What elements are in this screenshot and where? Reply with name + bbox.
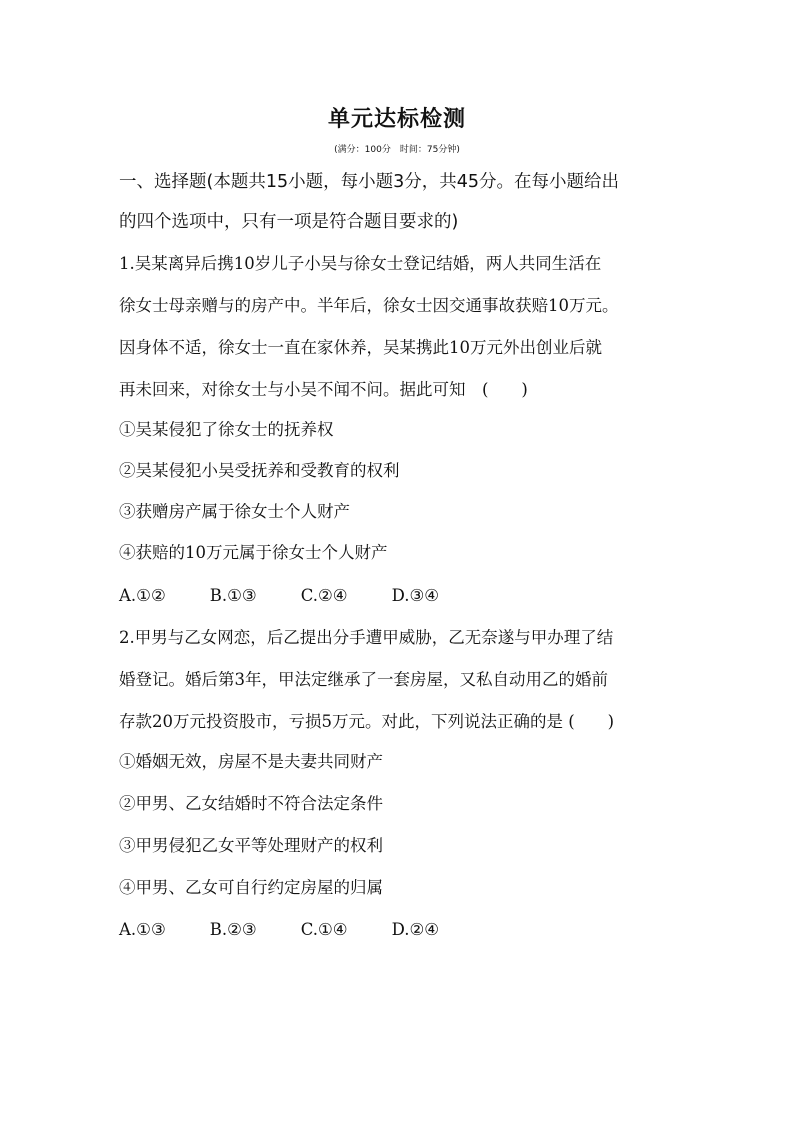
question-1-options [119, 586, 483, 606]
question-2-stem-line-3: 存款20万元投资股市，亏损5万元。对此，下列说法正确的是 ( ) [119, 712, 615, 731]
question-1-option-a[interactable]: A.①② [119, 586, 166, 605]
question-1-option-b[interactable]: B.①③ [209, 586, 257, 605]
question-1-stem-line-2: 徐女士母亲赠与的房产中。半年后，徐女士因交通事故获赔10万元。 [119, 296, 619, 315]
section-heading-line-2: 的四个选项中，只有一项是符合题目要求的) [119, 212, 459, 232]
question-2-option-a[interactable]: A.①③ [119, 920, 166, 939]
question-1-item-4: ④获赔的10万元属于徐女士个人财产 [119, 543, 388, 562]
question-2-item-4: ④甲男、乙女可自行约定房屋的归属 [119, 878, 383, 897]
page-title: 单元达标检测 [327, 107, 466, 132]
question-1-option-c[interactable]: C.②④ [300, 586, 348, 605]
question-1-item-3: ③获赠房产属于徐女士个人财产 [119, 502, 350, 521]
question-2-stem-line-1: 2.甲男与乙女网恋，后乙提出分手遭甲威胁，乙无奈遂与甲办理了结 [119, 628, 614, 647]
question-2-stem-line-2: 婚登记。婚后第3年，甲法定继承了一套房屋，又私自动用乙的婚前 [119, 670, 608, 689]
question-2-option-b[interactable]: B.②③ [209, 920, 257, 939]
question-1-item-2: ②吴某侵犯小吴受抚养和受教育的权利 [119, 461, 400, 480]
page-subtitle: (满分：100分 时间：75分钟) [334, 145, 460, 155]
question-2-item-3: ③甲男侵犯乙女平等处理财产的权利 [119, 836, 383, 855]
question-2-option-d[interactable]: D.②④ [391, 920, 440, 939]
question-2-option-c[interactable]: C.①④ [300, 920, 348, 939]
section-heading-line-1: 一、选择题(本题共15小题，每小题3分，共45分。在每小题给出 [119, 172, 619, 192]
question-2-options [119, 920, 483, 940]
question-1-item-1: ①吴某侵犯了徐女士的抚养权 [119, 420, 334, 439]
question-1-stem-line-3: 因身体不适，徐女士一直在家休养，吴某携此10万元外出创业后就 [119, 338, 602, 357]
question-1-stem-line-4: 再未回来，对徐女士与小吴不闻不问。据此可知 ( ) [119, 380, 528, 399]
question-1-option-d[interactable]: D.③④ [391, 586, 440, 605]
question-1-stem-line-1: 1.吴某离异后携10岁儿子小吴与徐女士登记结婚，两人共同生活在 [119, 254, 602, 273]
question-2-item-2: ②甲男、乙女结婚时不符合法定条件 [119, 794, 383, 813]
question-2-item-1: ①婚姻无效，房屋不是夫妻共同财产 [119, 752, 383, 771]
